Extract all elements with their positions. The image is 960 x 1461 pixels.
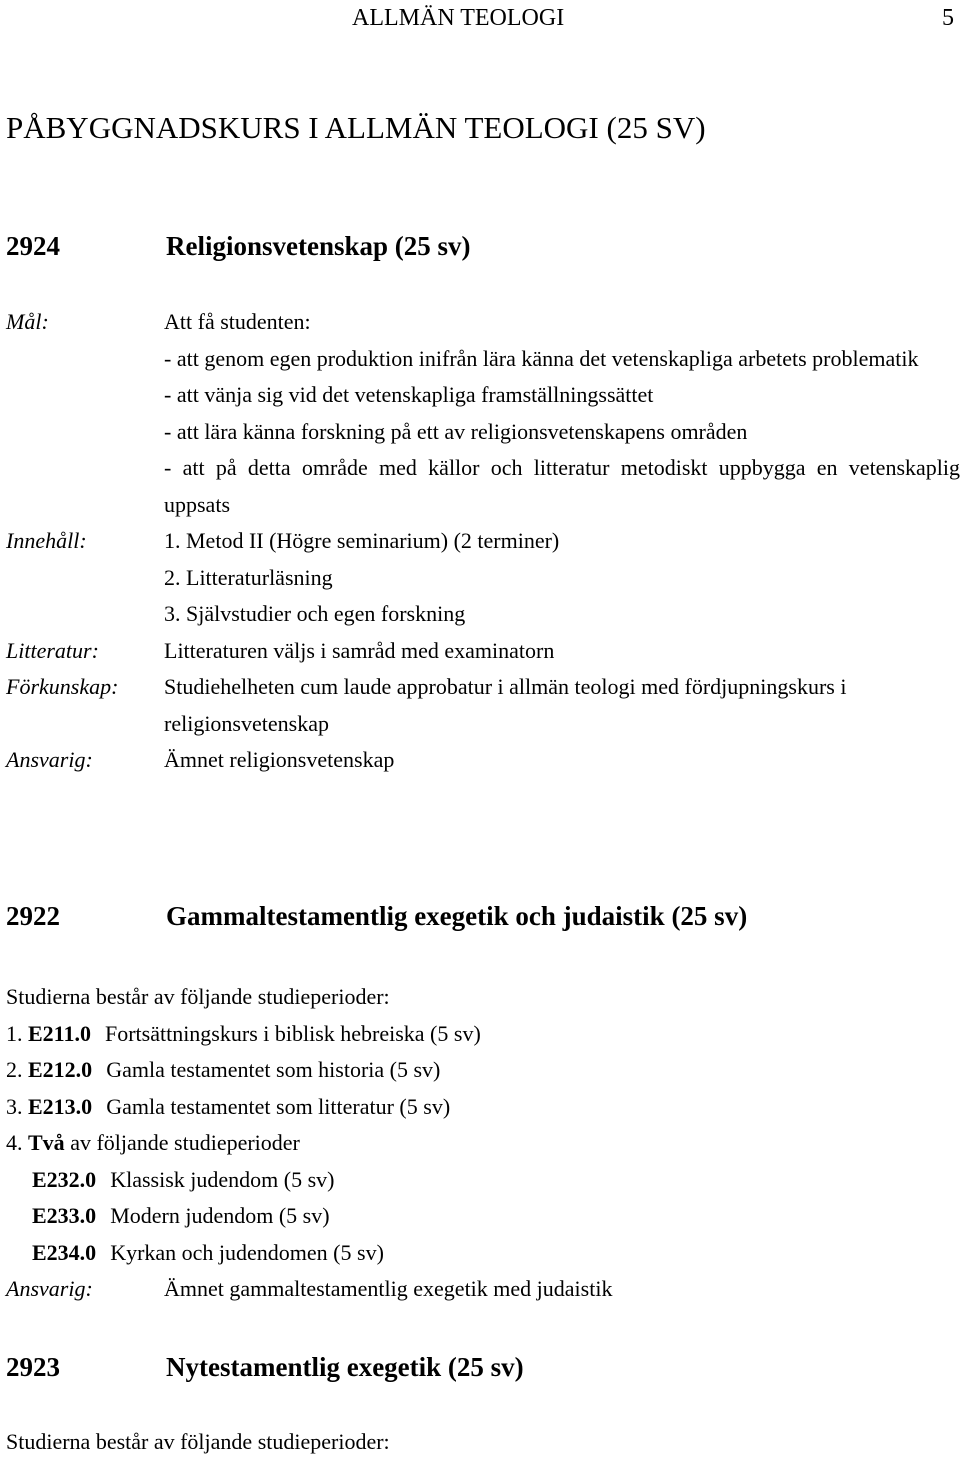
responsible-section [6, 742, 960, 779]
prerequisite-section [6, 669, 960, 742]
course-2922-heading [6, 898, 747, 934]
study-period-item [6, 1052, 960, 1089]
study-periods-intro: Studierna består av följande studieperioder: [6, 984, 390, 1009]
study-period-code: E211.0 [28, 1020, 91, 1046]
course-2922-details [6, 979, 960, 1308]
running-header [0, 0, 960, 36]
study-period-name: Fortsättningskurs i biblisk hebreiska (5 sv) [104, 1020, 481, 1046]
responsible-label: Ansvarig: [6, 1276, 93, 1301]
prerequisite-value: Studiehelheten cum laude approbatur i allmän teologi med fördjupningskurs i religionsvetenskap [164, 674, 847, 736]
goal-section [6, 304, 960, 523]
study-period-name: Gamla testamentet som litteratur (5 sv) [106, 1093, 451, 1119]
study-periods-intro: Studierna består av följande studieperioder: [6, 1429, 390, 1454]
course-2923-heading [6, 1349, 524, 1385]
item-number: 4. [6, 1130, 23, 1155]
literature-label: Litteratur: [6, 637, 99, 663]
study-period-code: E212.0 [28, 1057, 93, 1082]
course-2924-heading [6, 228, 471, 264]
content-item: 1. Metod II (Högre seminarium) (2 terminer) [164, 528, 560, 553]
responsible-label: Ansvarig: [6, 747, 93, 772]
goal-intro: Att få studenten: [164, 309, 311, 334]
course-2924-details [6, 304, 960, 779]
study-period-subitem [6, 1162, 960, 1199]
study-period-code: E233.0 [32, 1203, 97, 1228]
study-period-name: Modern judendom (5 sv) [110, 1203, 330, 1228]
choice-count: Två [28, 1130, 65, 1155]
responsible-value: Ämnet religionsvetenskap [164, 747, 395, 772]
goal-label: Mål: [6, 309, 49, 334]
course-code: 2924 [6, 231, 60, 261]
item-number: 2. [6, 1057, 23, 1082]
content-label: Innehåll: [6, 528, 87, 553]
content-item: 2. Litteraturläsning [164, 564, 333, 590]
course-name: Religionsvetenskap (25 sv) [166, 231, 471, 261]
study-period-code: E213.0 [28, 1093, 93, 1119]
study-period-item-choice [6, 1125, 960, 1162]
course-name: Gammaltestamentlig exegetik och judaistik (25 sv) [166, 901, 748, 931]
page-title: PÅBYGGNADSKURS I ALLMÄN TEOLOGI (25 SV) [6, 110, 706, 145]
study-period-code: E232.0 [32, 1166, 97, 1192]
course-code: 2923 [6, 1352, 60, 1382]
goal-item: - att vänja sig vid det vetenskapliga framställningssättet [164, 382, 654, 407]
study-period-item [6, 1016, 960, 1053]
responsible-value: Ämnet gammaltestamentlig exegetik med judaistik [164, 1276, 613, 1301]
literature-value: Litteraturen väljs i samråd med examinatorn [164, 637, 555, 663]
course-name: Nytestamentlig exegetik (25 sv) [166, 1352, 524, 1382]
running-header-title: ALLMÄN TEOLOGI [352, 5, 565, 31]
content-section [6, 523, 960, 633]
study-period-code: E234.0 [32, 1239, 97, 1265]
responsible-section [6, 1271, 960, 1308]
item-number: 3. [6, 1093, 23, 1119]
content-item: 3. Självstudier och egen forskning [164, 601, 466, 626]
item-number: 1. [6, 1020, 23, 1046]
study-period-name: Kyrkan och judendomen (5 sv) [110, 1239, 384, 1265]
goal-item: - att lära känna forskning på ett av religionsvetenskapens områden [164, 418, 748, 444]
course-code: 2922 [6, 901, 60, 931]
goal-item: - att på detta område med källor och litteratur metodiskt uppbygga en vetenskaplig uppsats [164, 455, 960, 517]
literature-section [6, 633, 960, 670]
study-period-item [6, 1089, 960, 1126]
study-period-name: Klassisk judendom (5 sv) [110, 1166, 335, 1192]
choice-text: av följande studieperioder [70, 1130, 300, 1155]
study-period-subitem [6, 1198, 960, 1235]
study-period-name: Gamla testamentet som historia (5 sv) [106, 1057, 441, 1082]
goal-item: - att genom egen produktion inifrån lära känna det vetenskapliga arbetets problematik [164, 345, 919, 371]
page-number: 5 [942, 5, 954, 31]
study-period-subitem [6, 1235, 960, 1272]
prerequisite-label: Förkunskap: [6, 674, 119, 699]
